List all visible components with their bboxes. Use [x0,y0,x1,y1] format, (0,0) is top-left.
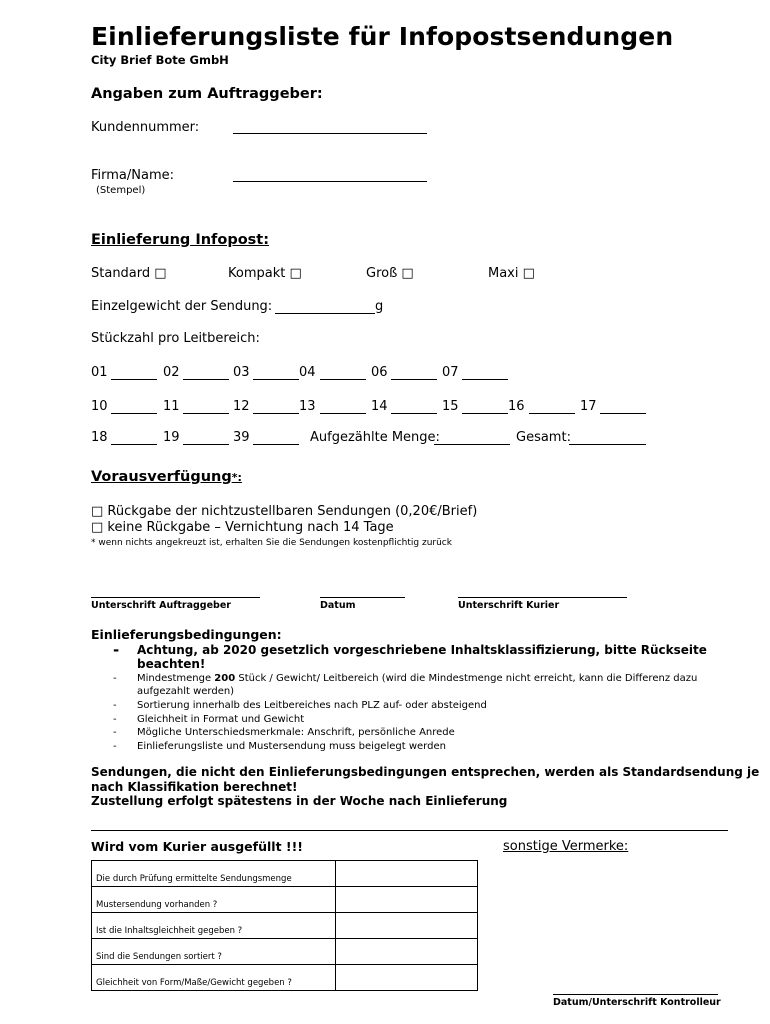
min-quantity-item [91,673,697,698]
region-03-label: 03 [233,365,250,380]
check-value-cell[interactable] [336,939,478,965]
list-item: - Sortierung innerhalb des Leitbereiches nach PLZ auf- oder absteigend [113,700,487,711]
warning-item [91,643,707,671]
list-item: - Gleichheit in Format und Gewicht [113,713,305,725]
controller-signature-caption: Datum/Unterschrift Kontrolleur [553,997,721,1008]
list-item: - Mögliche Unterschiedsmerkmale: Anschrift, persönliche Anrede [113,727,455,738]
region-19-field[interactable] [183,444,229,445]
region-06-label: 06 [371,365,388,380]
region-18-label: 18 [91,430,108,445]
customer-number-field[interactable] [233,133,427,134]
company-name: City Brief Bote GmbH [91,53,229,67]
check-label: Mustersendung vorhanden ? [92,887,336,913]
notice-line-3: Zustellung erfolgt spätestens in der Woche nach Einlieferung [91,794,508,808]
instruction-footnote: * wenn nichts angekreuzt ist, erhalten Sie die Sendungen kostenpflichtig zurück [91,538,452,548]
infopost-heading: Einlieferung Infopost: [91,232,270,248]
region-16-label: 16 [508,399,525,414]
region-02-field[interactable] [183,379,229,380]
notice-block [91,765,759,809]
table-row [92,887,478,913]
courier-signature-caption: Unterschrift Kurier [458,600,560,611]
check-value-cell[interactable] [336,887,478,913]
courier-signature-line[interactable] [458,597,627,598]
region-11-field[interactable] [183,413,229,414]
region-17-field[interactable] [600,413,646,414]
company-name-field[interactable] [233,181,427,182]
table-row [92,965,478,991]
region-02-label: 02 [163,365,180,380]
region-04-field[interactable] [320,379,366,380]
region-07-field[interactable] [462,379,508,380]
region-10-field[interactable] [111,413,157,414]
client-signature-line[interactable] [91,597,260,598]
return-option[interactable]: □ Rückgabe der nichtzustellbaren Sendungen (0,20€/Brief) [91,504,478,519]
format-kompakt-option[interactable]: Kompakt □ [228,266,302,281]
table-row [92,861,478,887]
format-gross-option[interactable]: Groß □ [366,266,414,281]
customer-number-label: Kundennummer: [91,120,200,135]
date-caption: Datum [320,600,356,611]
notice-line-1: Sendungen, die nicht den Einlieferungsbedingungen entsprechen, werden als Standardsendung je [91,765,760,779]
region-01-field[interactable] [111,379,157,380]
stamp-note: (Stempel) [96,185,146,196]
region-14-label: 14 [371,399,388,414]
total-label: Gesamt: [516,430,571,445]
counted-quantity-field[interactable] [434,444,510,445]
weight-field[interactable] [275,313,375,314]
region-13-field[interactable] [320,413,366,414]
conditions-list [91,699,487,753]
list-item: - Einlieferungsliste und Mustersendung muss beigelegt werden [113,740,446,752]
format-standard-option[interactable]: Standard □ [91,266,167,281]
check-value-cell[interactable] [336,965,478,991]
region-04-label: 04 [299,365,316,380]
check-label: Ist die Inhaltsgleichheit gegeben ? [92,913,336,939]
client-signature-caption: Unterschrift Auftraggeber [91,600,231,611]
bullet-dash: - [113,673,117,684]
region-19-label: 19 [163,430,180,445]
region-03-field[interactable] [253,379,299,380]
counted-quantity-label: Aufgezählte Menge: [310,430,440,445]
document-title: Einlieferungsliste für Infopostsendungen [91,22,674,51]
table-row [92,939,478,965]
instruction-heading: Vorausverfügung*: [91,469,242,485]
check-label: Sind die Sendungen sortiert ? [92,939,336,965]
region-11-label: 11 [163,399,180,414]
table-row [92,913,478,939]
region-18-field[interactable] [111,444,157,445]
check-value-cell[interactable] [336,913,478,939]
notice-line-2: nach Klassifikation berechnet! [91,779,298,794]
date-line[interactable] [320,597,405,598]
region-16-field[interactable] [529,413,575,414]
format-maxi-option[interactable]: Maxi □ [488,266,535,281]
min-quantity-value: 200 [214,673,236,684]
courier-heading: Wird vom Kurier ausgefüllt !!! [91,839,303,854]
region-12-label: 12 [233,399,250,414]
total-field[interactable] [569,444,646,445]
remarks-heading: sonstige Vermerke: [503,839,629,854]
region-39-label: 39 [233,430,250,445]
region-17-label: 17 [580,399,597,414]
check-label: Die durch Prüfung ermittelte Sendungsmenge [92,861,336,887]
check-label: Gleichheit von Form/Maße/Gewicht gegeben ? [92,965,336,991]
destroy-option[interactable]: □ keine Rückgabe – Vernichtung nach 14 Tage [91,520,394,535]
min-quantity-line-1: Mindestmenge 200 Stück / Gewicht/ Leitbereich (wird die Mindestmenge nicht erreicht, kann die Differenz dazu [137,673,698,684]
warning-line-1: Achtung, ab 2020 gesetzlich vorgeschriebene Inhaltsklassifizierung, bitte Rückseite [137,643,707,657]
weight-label: Einzelgewicht der Sendung: [91,299,273,314]
region-39-field[interactable] [253,444,299,445]
region-12-field[interactable] [253,413,299,414]
region-15-field[interactable] [462,413,508,414]
check-value-cell[interactable] [336,861,478,887]
company-name-label: Firma/Name: [91,168,175,183]
courier-check-table [91,860,478,991]
client-heading: Angaben zum Auftraggeber: [91,86,323,102]
min-quantity-line-2: aufgezahlt werden) [137,685,235,697]
region-15-label: 15 [442,399,459,414]
region-06-field[interactable] [391,379,437,380]
controller-signature-line[interactable] [553,994,718,995]
section-divider [91,830,728,831]
bullet-dash: - [113,641,120,659]
region-10-label: 10 [91,399,108,414]
region-14-field[interactable] [391,413,437,414]
region-07-label: 07 [442,365,459,380]
region-13-label: 13 [299,399,316,414]
count-label: Stückzahl pro Leitbereich: [91,331,260,346]
weight-unit: g [375,299,384,314]
region-01-label: 01 [91,365,108,380]
warning-line-2: beachten! [137,657,206,671]
conditions-heading: Einlieferungsbedingungen: [91,627,282,642]
